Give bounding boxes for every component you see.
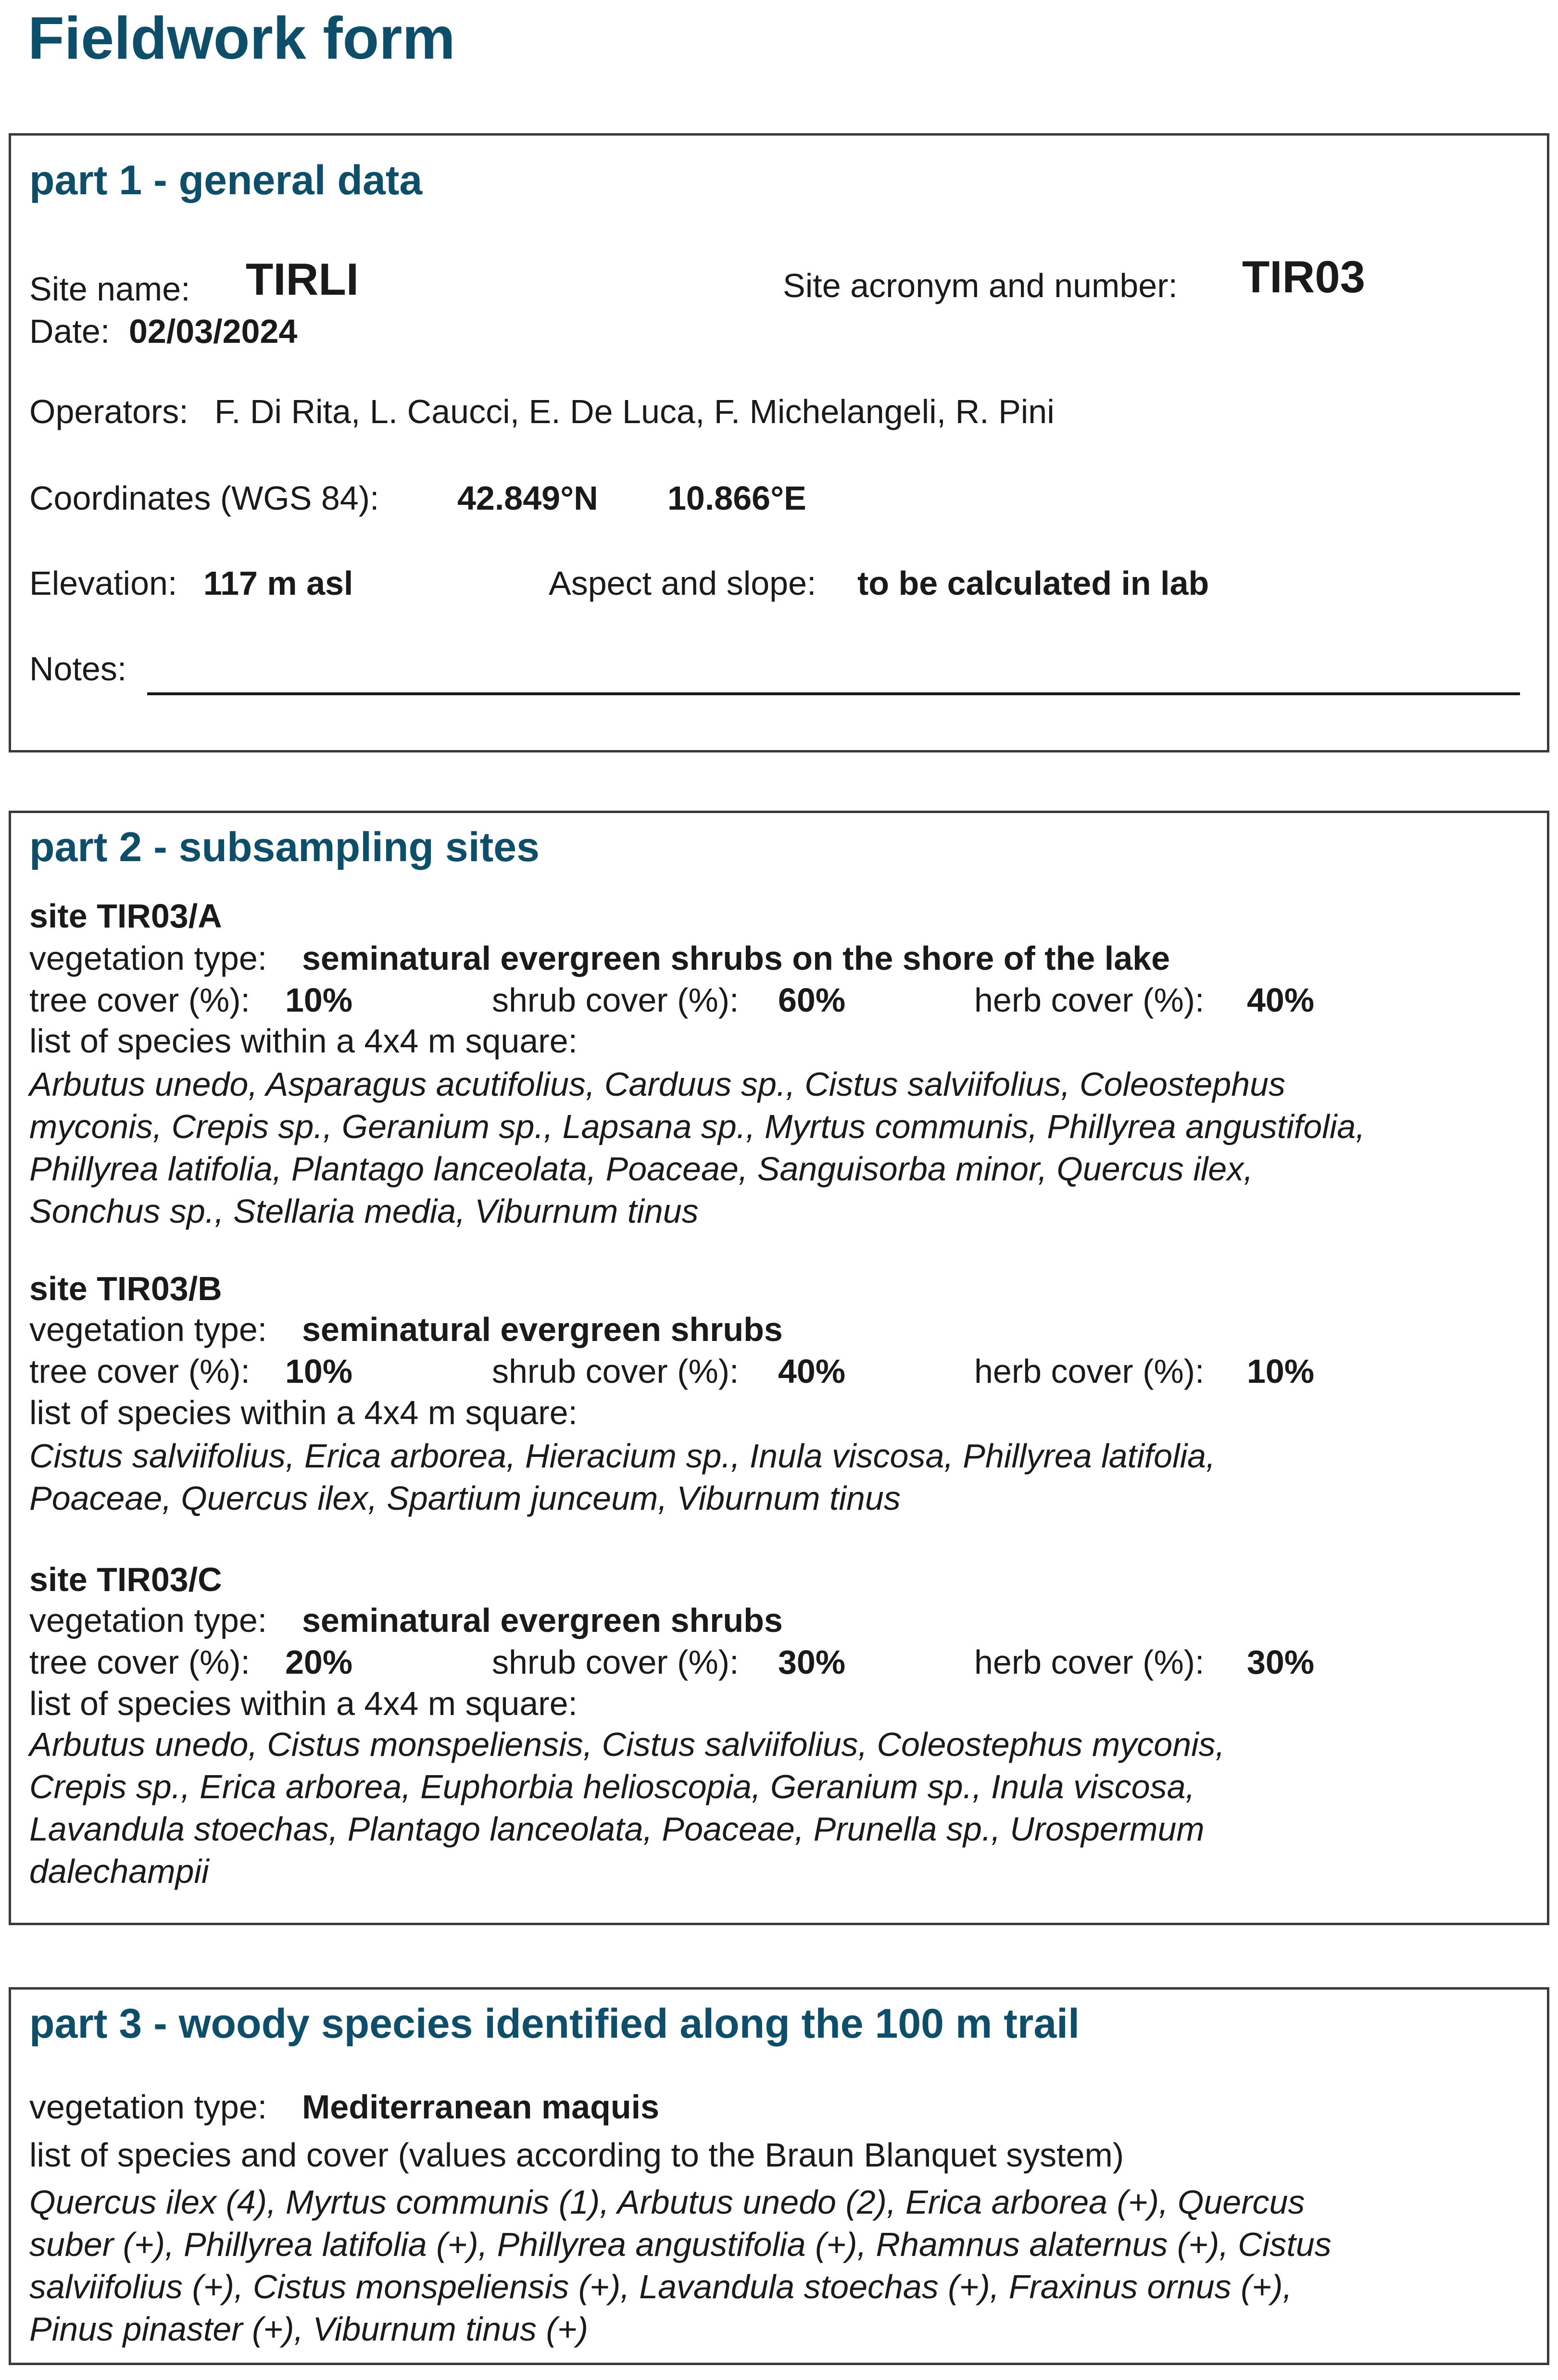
site-b-herb-label: herb cover (%): <box>974 1353 1205 1390</box>
part1-heading: part 1 - general data <box>29 157 423 203</box>
site-b-shrub-label: shrub cover (%): <box>492 1353 739 1390</box>
site-a-vegetation-label: vegetation type: <box>29 939 267 977</box>
part3-woody-species <box>9 1987 1549 2365</box>
operators-value: F. Di Rita, L. Caucci, E. De Luca, F. Michelangeli, R. Pini <box>214 393 1055 430</box>
site-b-species-list: Cistus salviifolius, Erica arborea, Hieracium sp., Inula viscosa, Phillyrea latifolia, Poaceae, Quercus ilex, Spartium junceum, Viburnum tinus <box>29 1437 1216 1517</box>
part2-heading: part 2 - subsampling sites <box>29 824 540 870</box>
site-a-tree-value: 10% <box>285 981 353 1019</box>
site-a-species-list: Arbutus unedo, Asparagus acutifolius, Carduus sp., Cistus salviifolius, Coleostephus myconis, Crepis sp., Geranium sp., Lapsana sp., Myrtus communis, Phillyrea angustifolia, Phillyrea latifolia, Plantago lanceolata, Poaceae, Sanguisorba minor, Quercus ilex, Sonchus sp., Stellaria media, Viburnum tinus <box>29 1065 1365 1230</box>
site-b-tree-value: 10% <box>285 1353 353 1390</box>
part3-species-list: Quercus ilex (4), Myrtus communis (1), Arbutus unedo (2), Erica arborea (+), Quercus suber (+), Phillyrea latifolia (+), Phillyrea angustifolia (+), Rhamnus alaternus (+), Cistus salviifolius (+), Cistus monspeliensis (+), Lavandula stoechas (+), Fraxinus ornus (+), Pinus pinaster (+), Viburnum tinus (+) <box>29 2183 1332 2348</box>
site-a-shrub-label: shrub cover (%): <box>492 981 739 1019</box>
site-a-shrub-value: 60% <box>778 981 846 1019</box>
notes-label: Notes: <box>29 650 127 688</box>
site-c-vegetation-label: vegetation type: <box>29 1602 267 1639</box>
site-acronym-label: Site acronym and number: <box>783 267 1178 304</box>
site-c-species-label: list of species within a 4x4 m square: <box>29 1685 578 1722</box>
site-acronym-value: TIR03 <box>1242 251 1365 302</box>
site-b-title: site TIR03/B <box>29 1270 222 1307</box>
site-b-vegetation-label: vegetation type: <box>29 1311 267 1348</box>
site-c-shrub-label: shrub cover (%): <box>492 1643 739 1681</box>
site-a-vegetation-value: seminatural evergreen shrubs on the shore of the lake <box>302 939 1170 977</box>
elevation-value: 117 m asl <box>203 564 353 602</box>
site-c-tree-label: tree cover (%): <box>29 1643 250 1681</box>
operators-label: Operators: <box>29 393 188 430</box>
site-c-tree-value: 20% <box>285 1643 353 1681</box>
part3-heading: part 3 - woody species identified along the 100 m trail <box>29 2001 1080 2047</box>
form-title: Fieldwork form <box>28 5 455 72</box>
site-b-vegetation-value: seminatural evergreen shrubs <box>302 1311 783 1348</box>
latitude-value: 42.849°N <box>457 479 598 517</box>
site-c-herb-label: herb cover (%): <box>974 1643 1205 1681</box>
site-a-title: site TIR03/A <box>29 897 222 935</box>
aspect-value: to be calculated in lab <box>857 564 1209 602</box>
part3-vegetation-label: vegetation type: <box>29 2088 267 2126</box>
site-b-tree-label: tree cover (%): <box>29 1353 250 1390</box>
elevation-label: Elevation: <box>29 564 177 602</box>
site-c-herb-value: 30% <box>1247 1643 1315 1681</box>
site-c-title: site TIR03/C <box>29 1561 222 1598</box>
site-c-shrub-value: 30% <box>778 1643 846 1681</box>
part1-general-data <box>9 133 1549 752</box>
longitude-value: 10.866°E <box>667 479 806 517</box>
date-label: Date: <box>29 313 110 350</box>
coordinates-label: Coordinates (WGS 84): <box>29 479 379 517</box>
site-a-species-label: list of species within a 4x4 m square: <box>29 1022 578 1060</box>
site-c-vegetation-value: seminatural evergreen shrubs <box>302 1602 783 1639</box>
part2-subsampling-sites <box>9 811 1549 1925</box>
site-c-species-list: Arbutus unedo, Cistus monspeliensis, Cistus salviifolius, Coleostephus myconis, Crepis sp., Erica arborea, Euphorbia helioscopia, Geranium sp., Inula viscosa, Lavandula stoechas, Plantago lanceolata, Poaceae, Prunella sp., Urospermum dalechampii <box>29 1726 1225 1890</box>
aspect-label: Aspect and slope: <box>549 564 817 602</box>
site-a-herb-value: 40% <box>1247 981 1315 1019</box>
part3-vegetation-value: Mediterranean maquis <box>302 2088 659 2126</box>
site-name-label: Site name: <box>29 270 190 308</box>
site-b-species-label: list of species within a 4x4 m square: <box>29 1394 578 1431</box>
site-b-shrub-value: 40% <box>778 1353 846 1390</box>
site-a-tree-label: tree cover (%): <box>29 981 250 1019</box>
notes-line <box>147 692 1520 695</box>
part3-species-label: list of species and cover (values according to the Braun Blanquet system) <box>29 2136 1124 2174</box>
site-a-herb-label: herb cover (%): <box>974 981 1205 1019</box>
site-b-herb-value: 10% <box>1247 1353 1315 1390</box>
site-name-value: TIRLI <box>246 254 359 304</box>
date-value: 02/03/2024 <box>129 313 298 350</box>
